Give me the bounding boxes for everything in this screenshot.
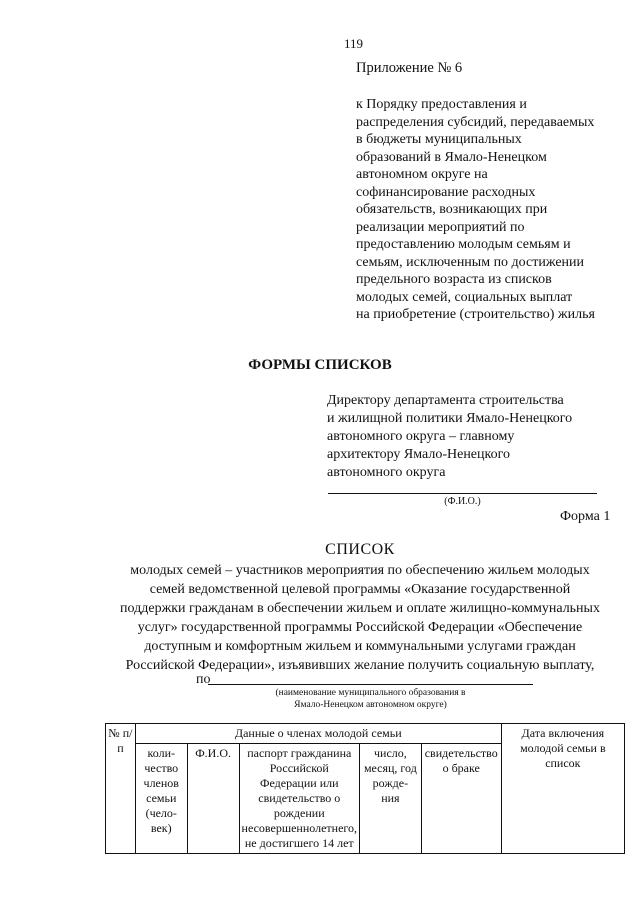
header-group-family-data: Данные о членах молодой семьи: [135, 724, 501, 744]
addressee-line: и жилищной политики Ямало-Ненецкого: [327, 411, 573, 426]
header-col-number: № п/п: [106, 724, 136, 854]
list-description-line: услуг» государственной программы Российской Федерации «Обеспечение: [137, 620, 583, 635]
header-col-marriage-cert: свидетельство о браке: [421, 744, 501, 854]
municipality-underline: [208, 684, 533, 685]
po-prefix: по: [196, 672, 211, 687]
appendix-body: [356, 96, 626, 324]
appendix-line: молодых семей, социальных выплат: [356, 289, 573, 305]
header-col-members-count: коли- чество членов семьи (чело- век): [135, 744, 187, 854]
fio-caption: (Ф.И.О.): [444, 496, 481, 507]
header-col-passport: паспорт гражданина Российской Федерации или свидетельство о рождении несовершеннолетнего, не достигшего 14 лет: [239, 744, 359, 854]
appendix-line: предоставлению молодым семьям и: [356, 237, 571, 252]
addressee-line: автономного округа – главному: [327, 429, 515, 444]
list-title: СПИСОК: [325, 541, 395, 558]
addressee-block: [327, 392, 572, 482]
header-col-fio: Ф.И.О.: [187, 744, 239, 854]
municipality-caption-line: Ямало-Ненецком автономном округе): [294, 700, 447, 710]
appendix-line: распределения субсидий, передаваемых: [356, 114, 595, 130]
appendix-line: обязательств, возникающих при: [356, 202, 548, 217]
appendix-line: к Порядку предоставления и: [356, 97, 527, 112]
appendix-line: образований в Ямало-Ненецком: [356, 149, 547, 165]
page-number: 119: [344, 36, 364, 51]
list-description: [90, 561, 630, 675]
list-description-line: Российской Федерации», изъявивших желание получить социальную выплату,: [125, 658, 595, 673]
appendix-line: реализации мероприятий по: [356, 219, 525, 235]
addressee-line: Директору департамента строительства: [327, 393, 564, 408]
list-description-line: поддержки гражданам в обеспечении жильем и оплате жилищно-коммунальных: [120, 601, 600, 616]
addressee-line: архитектору Ямало-Ненецкого: [327, 447, 510, 462]
appendix-line: семьям, исключенным по достижении: [356, 254, 585, 270]
list-description-line: молодых семей – участников мероприятия по обеспечению жильем молодых: [130, 563, 590, 578]
appendix-line: на приобретение (строительство) жилья: [356, 307, 595, 322]
fio-underline: [328, 493, 597, 494]
municipality-caption: [208, 687, 533, 711]
header-col-date: Дата включения молодой семьи в список: [501, 724, 624, 854]
appendix-title: Приложение № 6: [356, 60, 463, 76]
appendix-line: автономном округе на: [356, 167, 488, 182]
list-description-line: доступным и комфортным жильем и коммунальными услугами граждан: [144, 639, 576, 654]
municipality-caption-line: (наименование муниципального образования в: [275, 688, 466, 698]
appendix-line: в бюджеты муниципальных: [356, 132, 522, 147]
header-col-birthdate: число, месяц, год рожде- ния: [360, 744, 422, 854]
list-description-line: семей ведомственной целевой программы «Оказание государственной: [149, 582, 571, 597]
form-label: Форма 1: [560, 509, 611, 524]
appendix-line: предельного возраста из списков: [356, 272, 552, 287]
form-table: [105, 723, 625, 854]
forms-heading: ФОРМЫ СПИСКОВ: [248, 357, 392, 373]
appendix-line: софинансирование расходных: [356, 184, 536, 200]
addressee-line: автономного округа: [327, 465, 446, 480]
